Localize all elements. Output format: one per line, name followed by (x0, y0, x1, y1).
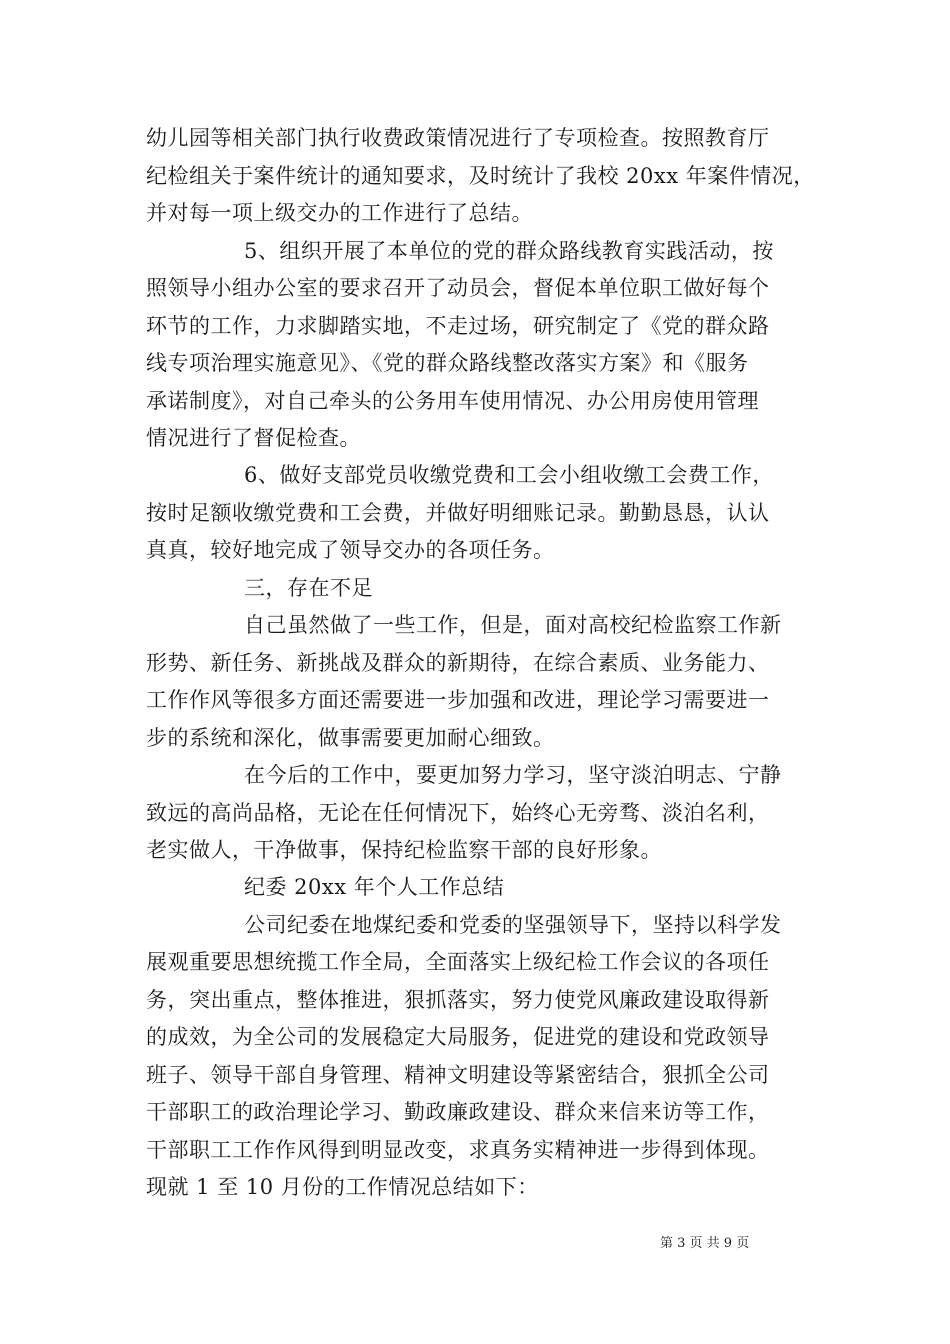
text-line: 工作作风等很多方面还需要进一步加强和改进，理论学习需要进一 (146, 688, 770, 712)
text-line: 形势、新任务、新挑战及群众的新期待，在综合素质、业务能力、 (146, 651, 770, 675)
text-line: 5、组织开展了本单位的党的群众路线教育实践活动，按 (244, 239, 774, 263)
section-heading: 纪委 20xx 年个人工作总结 (244, 875, 505, 899)
text-line: 步的系统和深化，做事需要更加耐心细致。 (146, 726, 555, 750)
text-line: 情况进行了督促检查。 (146, 426, 361, 450)
text-line: 在今后的工作中，要更加努力学习，坚守淡泊明志、宁静 (244, 763, 782, 787)
text-line: 自己虽然做了一些工作，但是，面对高校纪检监察工作新 (244, 613, 782, 637)
text-line: 的成效，为全公司的发展稳定大局服务，促进党的建设和党政领导 (146, 1025, 770, 1049)
text-line: 按时足额收缴党费和工会费，并做好明细账记录。勤勤恳恳，认认 (146, 501, 770, 525)
text-line: 承诺制度》，对自己牵头的公务用车使用情况、办公用房使用管理 (146, 389, 759, 413)
text-line: 并对每一项上级交办的工作进行了总结。 (146, 201, 533, 225)
text-line: 干部职工的政治理论学习、勤政廉政建设、群众来信来访等工作， (146, 1100, 770, 1124)
page-number: 第 3 页 共 9 页 (660, 1236, 750, 1251)
text-line: 现就 1 至 10 月份的工作情况总结如下： (146, 1175, 539, 1199)
text-line: 幼儿园等相关部门执行收费政策情况进行了专项检查。按照教育厅 (146, 126, 770, 150)
text-line: 务，突出重点，整体推进，狠抓落实，努力使党风廉政建设取得新 (146, 988, 770, 1012)
text-line: 线专项治理实施意见》、《党的群众路线整改落实方案》和《服务 (146, 351, 749, 375)
text-line: 照领导小组办公室的要求召开了动员会，督促本单位职工做好每个 (146, 276, 770, 300)
text-line: 班子、领导干部自身管理、精神文明建设等紧密结合，狠抓全公司 (146, 1063, 770, 1087)
text-line: 干部职工工作作风得到明显改变，求真务实精神进一步得到体现。 (146, 1138, 770, 1162)
text-line: 环节的工作，力求脚踏实地，不走过场，研究制定了《党的群众路 (146, 314, 770, 338)
section-heading: 三，存在不足 (244, 576, 373, 600)
text-line: 真真，较好地完成了领导交办的各项任务。 (146, 538, 555, 562)
text-line: 公司纪委在地煤纪委和党委的坚强领导下，坚持以科学发 (244, 913, 782, 937)
text-line: 纪检组关于案件统计的通知要求，及时统计了我校 20xx 年案件情况， (146, 164, 815, 188)
text-line: 老实做人，干净做事，保持纪检监察干部的良好形象。 (146, 838, 662, 862)
text-line: 6、做好支部党员收缴党费和工会小组收缴工会费工作， (244, 463, 774, 487)
text-line: 展观重要思想统揽工作全局，全面落实上级纪检工作会议的各项任 (146, 950, 770, 974)
text-line: 致远的高尚品格，无论在任何情况下，始终心无旁骛、淡泊名利， (146, 801, 770, 825)
